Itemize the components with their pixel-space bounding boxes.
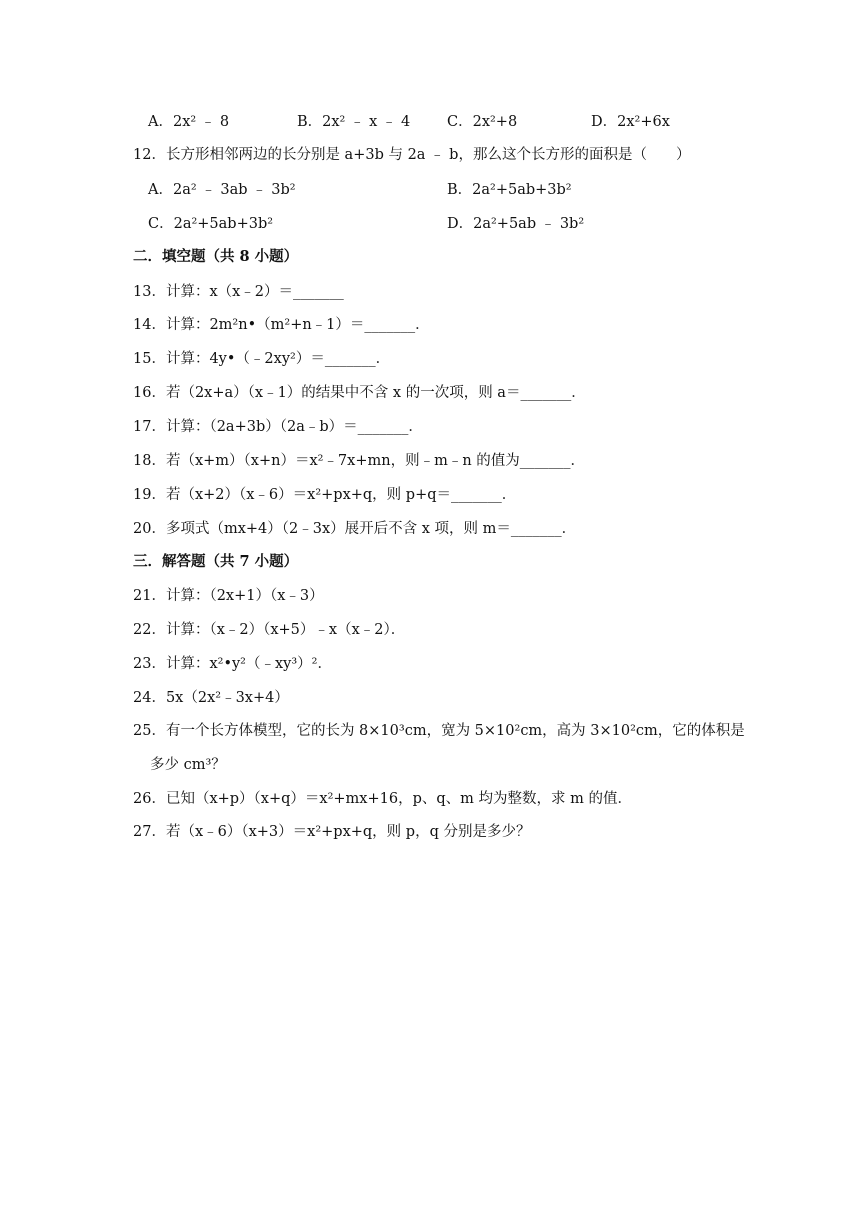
question-25: 25．有一个长方体模型，它的长为 8×10³cm，宽为 5×10²cm，高为 3×10²cm，它的体积是 [133, 723, 745, 739]
q12-option-a: A．2a² ﹣ 3ab ﹣ 3b² [148, 182, 296, 198]
q12-option-b: B．2a²+5ab+3b² [447, 182, 572, 198]
q11-option-c: C．2x²+8 [447, 114, 518, 130]
section-2-heading: 二．填空题（共 8 小题） [133, 248, 299, 265]
question-22: 22．计算：（x﹣2）（x+5）﹣x（x﹣2）． [133, 622, 406, 638]
question-14: 14．计算：2m²n•（m²+n﹣1）＝_______． [133, 317, 430, 333]
question-26: 26．已知（x+p）（x+q）＝x²+mx+16，p、q、m 均为整数，求 m 的值． [133, 791, 632, 807]
question-27: 27．若（x﹣6）（x+3）＝x²+px+q，则 p，q 分别是多少？ [133, 824, 531, 840]
q12-stem: 12．长方形相邻两边的长分别是 a+3b 与 2a ﹣ b，那么这个长方形的面积是（ ） [133, 147, 691, 163]
question-25-continued: 多少 cm³？ [150, 757, 226, 773]
section-3-heading: 三．解答题（共 7 小题） [133, 553, 299, 570]
question-20: 20．多项式（mx+4）（2﹣3x）展开后不含 x 项，则 m＝_______． [133, 521, 577, 537]
question-19: 19．若（x+2）（x﹣6）＝x²+px+q，则 p+q＝_______． [133, 487, 517, 503]
question-16: 16．若（2x+a）（x﹣1）的结果中不含 x 的一次项，则 a＝_______． [133, 385, 586, 401]
question-21: 21．计算：（2x+1）（x﹣3） [133, 588, 324, 604]
q11-option-d: D．2x²+6x [591, 114, 670, 130]
question-13: 13．计算：x（x﹣2）＝_______ [133, 284, 344, 300]
question-15: 15．计算：4y•（﹣2xy²）＝_______． [133, 351, 391, 367]
question-17: 17．计算：（2a+3b）（2a﹣b）＝_______． [133, 419, 423, 435]
q12-option-d: D．2a²+5ab ﹣ 3b² [447, 216, 585, 232]
q11-option-b: B．2x² ﹣ x ﹣ 4 [297, 114, 411, 130]
question-24: 24．5x（2x²﹣3x+4） [133, 690, 289, 706]
q11-option-a: A．2x² ﹣ 8 [148, 114, 230, 130]
q12-option-c: C．2a²+5ab+3b² [148, 216, 274, 232]
question-18: 18．若（x+m）（x+n）＝x²﹣7x+mn，则﹣m﹣n 的值为_______． [133, 453, 586, 469]
question-23: 23．计算：x²•y²（﹣xy³）²． [133, 656, 332, 672]
